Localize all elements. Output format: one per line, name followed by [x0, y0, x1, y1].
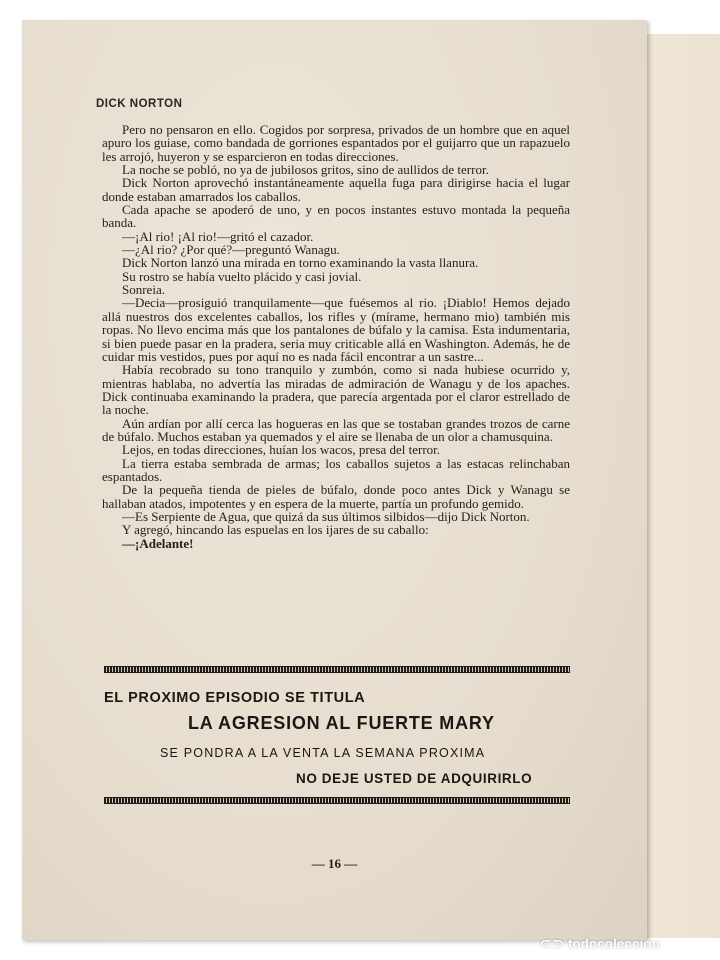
decorative-rule-top: [104, 666, 570, 673]
watermark-mark-icon: ⊂⊃: [540, 935, 565, 951]
paragraph: La tierra estaba sembrada de armas; los caballos sujetos a las estacas relinchaban espantados.: [102, 455, 570, 484]
paragraph: —¡Al rio! ¡Al rio!—gritó el cazador.: [122, 228, 314, 244]
paragraph: —¡Adelante!: [122, 535, 194, 551]
paragraph: De la pequeña tienda de pieles de búfalo, donde poco antes Dick y Wanagu se hallaban atados, impotentes y en espera de la muerte, partía un profundo gemido.: [102, 482, 570, 511]
next-episode-intro: EL PROXIMO EPISODIO SE TITULA: [104, 690, 366, 706]
paragraph: —Es Serpiente de Agua, que quizá da sus últimos silbidos—dijo Dick Norton.: [122, 508, 530, 524]
watermark-logo: [540, 935, 660, 952]
body-text: [102, 123, 570, 550]
paragraph: Aún ardían por allí cerca las hogueras en las que se tostaban grandes trozos de carne de búfalo. Muchos estaban ya quemados y el aire se llenaba de un olor a chamusquina.: [102, 415, 570, 444]
watermark-text: todocoleccion: [567, 936, 661, 951]
paragraph: Su rostro se había vuelto plácido y casi jovial.: [122, 268, 362, 284]
paragraph: Y agregó, hincando las espuelas en los ijares de su caballo:: [122, 522, 429, 538]
paragraph: —¿Al rio? ¿Por qué?—preguntó Wanagu.: [122, 242, 340, 258]
next-episode-call-to-action: NO DEJE USTED DE ADQUIRIRLO: [296, 771, 533, 786]
paragraph: La noche se pobló, no ya de jubilosos gritos, sino de aullidos de terror.: [122, 162, 489, 178]
paragraph: Lejos, en todas direcciones, huían los wacos, presa del terror.: [122, 442, 441, 458]
paragraph: Cada apache se apoderó de uno, y en pocos instantes estuvo montada la pequeña banda.: [102, 202, 570, 231]
paragraph: Dick Norton aprovechó instantáneamente aquella fuga para dirigirse hacia el lugar donde estaban amarrados los caballos.: [102, 175, 570, 204]
paragraph: Sonreia.: [122, 282, 165, 298]
running-head: DICK NORTON: [96, 98, 183, 110]
decorative-rule-bottom: [104, 797, 570, 804]
paragraph: Pero no pensaron en ello. Cogidos por sorpresa, privados de un hombre que en aquel apuro los guiase, como bandada de gorriones espantados por el guijarro que un rapazuelo les arrojó, huyeron y se esparcieron en todas direcciones.: [102, 122, 570, 164]
next-episode-sale-note: SE PONDRA A LA VENTA LA SEMANA PROXIMA: [160, 746, 486, 760]
paragraph: —Decia—prosiguió tranquilamente—que fuésemos al rio. ¡Diablo! Hemos dejado allá nuestros dos excelentes caballos, los rifles y (mírame, hermano mio) también mis ropas. No llevo encima más que los pantalones de búfalo y la camisa. Esta indumentaria, si bien puede pasar en la pradera, seria muy criticable allá en Washington. Además, he de cuidar mis vestidos, pues por aquí no es nada fácil encontrar a un sastre...: [102, 295, 570, 364]
paragraph: Había recobrado su tono tranquilo y zumbón, como si nada hubiese ocurrido y, mientras hablaba, no advertía las miradas de admiración de Wanagu y de los apaches. Dick continuaba examinando la pradera, que parecía argentada por el claror estrellado de la noche.: [102, 362, 570, 418]
next-episode-box: [104, 666, 570, 804]
paragraph: Dick Norton lanzó una mirada en torno examinando la vasta llanura.: [122, 255, 479, 271]
next-episode-title: LA AGRESION AL FUERTE MARY: [188, 713, 495, 733]
page-number: — 16 —: [311, 856, 358, 871]
